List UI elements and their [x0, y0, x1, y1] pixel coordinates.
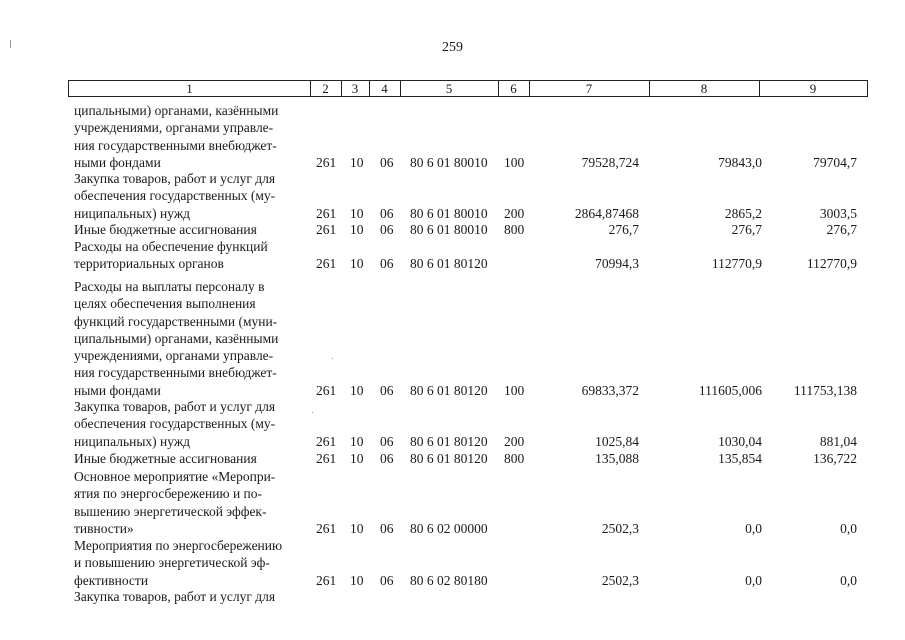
cell-c4: 06 [380, 154, 394, 170]
header-col-2: 2 [310, 81, 342, 96]
description-line: Мероприятия по энергосбережению [74, 538, 283, 553]
cell-c6: 100 [504, 382, 525, 398]
header-col-9: 9 [809, 81, 817, 96]
row-description [74, 468, 306, 537]
cell-c8: 111605,006 [698, 382, 762, 398]
cell-c4: 06 [380, 572, 394, 588]
description-line: территориальных органов [74, 256, 224, 272]
cell-c2: 261 [316, 205, 337, 221]
cell-c2: 261 [316, 572, 337, 588]
cell-c3: 10 [350, 520, 364, 536]
cell-c7: 1025,84 [595, 433, 639, 449]
cell-c9: 276,7 [826, 222, 857, 237]
row-description [74, 238, 306, 273]
page-number: 259 [442, 40, 463, 55]
cell-c9: 0,0 [840, 572, 857, 588]
cell-c8: 135,854 [718, 451, 762, 466]
cell-c3: 10 [350, 222, 364, 237]
description-line: ния государственными внебюджет- [74, 137, 277, 153]
header-col-5: 5 [400, 81, 499, 96]
header-col-8: 8 [649, 81, 760, 96]
description-line: обеспечения государственных (му- [74, 188, 276, 204]
description-line: учреждениями, органами управле- [74, 348, 274, 364]
description-line: обеспечения государственных (му- [74, 416, 276, 432]
cell-c9: 112770,9 [806, 256, 857, 272]
cell-c8: 276,7 [731, 222, 762, 237]
row-description [74, 221, 306, 238]
cell-c7: 79528,724 [581, 154, 639, 170]
description-line: учреждениями, органами управле- [74, 120, 274, 136]
cell-c3: 10 [350, 382, 364, 398]
cell-c2: 261 [316, 520, 337, 536]
header-col-6: 6 [498, 81, 530, 96]
description-line: Закупка товаров, работ и услуг для [74, 589, 276, 604]
cell-c5: 80 6 01 80120 [410, 382, 488, 398]
description-line: ниципальных) нужд [74, 205, 191, 221]
cell-c3: 10 [350, 256, 364, 272]
description-line: ными фондами [74, 382, 161, 398]
cell-c8: 0,0 [745, 572, 762, 588]
cell-c8: 1030,04 [718, 433, 762, 449]
description-line: ятия по энергосбережению и по- [74, 486, 263, 502]
cell-c6: 800 [504, 222, 525, 237]
row-description [74, 398, 306, 450]
cell-c3: 10 [350, 451, 364, 466]
header-col-7: 7 [529, 81, 650, 96]
header-col-1: 1 [69, 81, 311, 96]
cell-c6: 100 [504, 154, 525, 170]
cell-c7: 135,088 [595, 451, 639, 466]
cell-c5: 80 6 01 80120 [410, 256, 488, 272]
cell-c4: 06 [380, 433, 394, 449]
cell-c7: 2502,3 [601, 520, 639, 536]
cell-c4: 06 [380, 222, 394, 237]
cell-c3: 10 [350, 433, 364, 449]
cell-c8: 0,0 [745, 520, 762, 536]
row-description [74, 170, 306, 222]
scan-mark [332, 358, 333, 359]
cell-c7: 2502,3 [601, 572, 639, 588]
description-line: Иные бюджетные ассигнования [74, 451, 257, 466]
scan-mark [10, 40, 11, 48]
description-line: и повышению энергетической эф- [74, 555, 270, 571]
description-line: фективности [74, 572, 149, 588]
description-line: ния государственными внебюджет- [74, 365, 277, 381]
cell-c6: 800 [504, 451, 525, 466]
header-col-4: 4 [369, 81, 401, 96]
cell-c5: 80 6 01 80120 [410, 433, 488, 449]
cell-c5: 80 6 01 80010 [410, 154, 488, 170]
row-description [74, 278, 306, 399]
cell-c4: 06 [380, 205, 394, 221]
scan-mark [312, 412, 313, 413]
row-description [74, 450, 306, 467]
description-line: целях обеспечения выполнения [74, 296, 256, 312]
description-line: Закупка товаров, работ и услуг для [74, 399, 276, 414]
cell-c7: 2864,87468 [574, 205, 639, 221]
description-line: ципальными) органами, казёнными [74, 330, 279, 346]
cell-c5: 80 6 02 80180 [410, 572, 488, 588]
cell-c8: 112770,9 [711, 256, 762, 272]
cell-c9: 136,722 [813, 451, 857, 466]
cell-c4: 06 [380, 256, 394, 272]
table-header [68, 80, 868, 97]
cell-c2: 261 [316, 256, 337, 272]
cell-c5: 80 6 02 00000 [410, 520, 488, 536]
cell-c2: 261 [316, 154, 337, 170]
description-line: функций государственными (муни- [74, 313, 278, 329]
cell-c9: 0,0 [840, 520, 857, 536]
cell-c9: 79704,7 [813, 154, 857, 170]
description-line: Закупка товаров, работ и услуг для [74, 171, 276, 186]
cell-c2: 261 [316, 451, 337, 466]
cell-c8: 79843,0 [718, 154, 762, 170]
cell-c7: 70994,3 [595, 256, 639, 272]
cell-c9: 881,04 [819, 433, 857, 449]
cell-c8: 2865,2 [724, 205, 762, 221]
cell-c2: 261 [316, 433, 337, 449]
cell-c3: 10 [350, 205, 364, 221]
cell-c6: 200 [504, 433, 525, 449]
cell-c4: 06 [380, 520, 394, 536]
row-description [74, 588, 306, 605]
cell-c4: 06 [380, 451, 394, 466]
cell-c6: 200 [504, 205, 525, 221]
description-line: ниципальных) нужд [74, 433, 191, 449]
description-line: тивности» [74, 520, 134, 536]
cell-c2: 261 [316, 222, 337, 237]
description-line: Иные бюджетные ассигнования [74, 222, 257, 237]
description-line: Расходы на обеспечение функций [74, 239, 268, 254]
cell-c5: 80 6 01 80010 [410, 205, 488, 221]
cell-c9: 3003,5 [819, 205, 857, 221]
description-line: ными фондами [74, 154, 161, 170]
cell-c7: 69833,372 [581, 382, 639, 398]
cell-c3: 10 [350, 572, 364, 588]
description-line: Основное мероприятие «Меропри- [74, 469, 276, 484]
cell-c5: 80 6 01 80010 [410, 222, 488, 237]
cell-c4: 06 [380, 382, 394, 398]
description-line: ципальными) органами, казёнными [74, 103, 279, 118]
cell-c9: 111753,138 [793, 382, 857, 398]
cell-c2: 261 [316, 382, 337, 398]
description-line: вышению энергетической эффек- [74, 503, 267, 519]
cell-c5: 80 6 01 80120 [410, 451, 488, 466]
cell-c3: 10 [350, 154, 364, 170]
row-description [74, 537, 306, 589]
row-description [74, 102, 306, 171]
cell-c7: 276,7 [608, 222, 639, 237]
header-col-3: 3 [341, 81, 370, 96]
description-line: Расходы на выплаты персоналу в [74, 279, 265, 294]
